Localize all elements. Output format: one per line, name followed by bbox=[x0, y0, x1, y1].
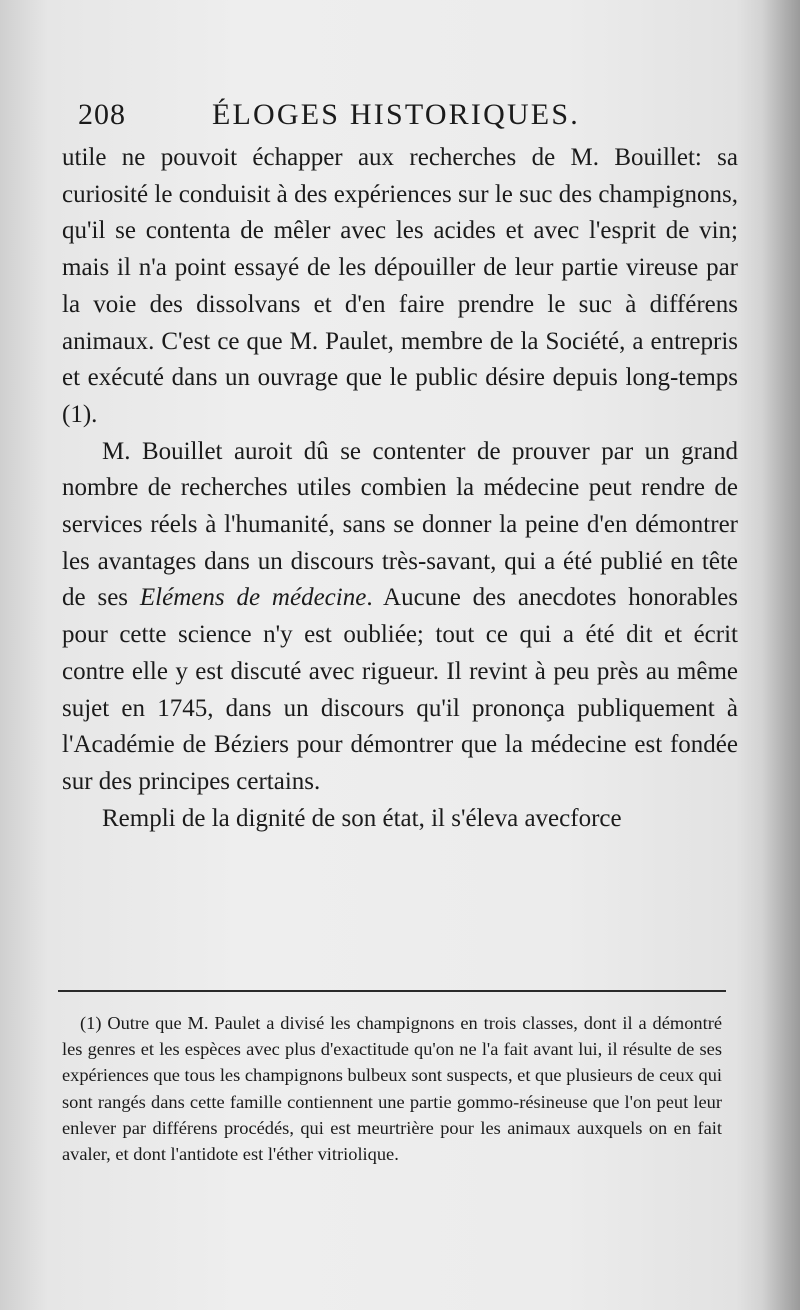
page-header bbox=[78, 98, 638, 138]
paragraph-2 bbox=[62, 434, 738, 801]
book-title-italic: Elémens de médecine bbox=[139, 584, 367, 612]
page-number: 208 bbox=[78, 98, 126, 131]
paragraph-1: utile ne pouvoit échapper aux recherches de M. Bouillet: sa curiosité le conduisit à des expériences sur le suc des champignons, qu'il se contenta de mêler avec les acides et avec l'esprit de vin; mais il n'a point essayé de les dépouiller de leur partie vireuse par la voie des dissolvans et d'en faire prendre le suc à différens animaux. C'est ce que M. Paulet, membre de la Société, a entrepris et exécuté dans un ouvrage que le public désire depuis long-temps (1). bbox=[62, 144, 738, 428]
footnote bbox=[62, 1010, 722, 1167]
footnote-text: (1) Outre que M. Paulet a divisé les champignons en trois classes, dont il a démontré les genres et les espèces avec plus d'exactitude qu'on ne l'a fait avant lui, il résulte de ses expériences que tous les champignons bulbeux sont suspects, et que plusieurs de ceux qui sont rangés dans cette famille contiennent une partie gommo-résineuse que l'on peut leur enlever par différens procédés, qui est meurtrière pour les animaux auxquels on en fait avaler, et dont l'antidote est l'éther vitriolique. bbox=[62, 1013, 722, 1165]
paragraph-2-text-start: M. Bouillet auroit dû se contenter de prouver par un grand nombre de recherches utiles combien la médecine peut rendre de services réels à l'humanité, sans se donner la peine d'en démontrer les avantages dans un discours très-savant, qui a été publié en tête de ses bbox=[62, 437, 738, 612]
running-title: ÉLOGES HISTORIQUES. bbox=[212, 98, 580, 131]
main-text bbox=[62, 140, 738, 837]
paragraph-2-text-end: . Aucune des anecdotes honorables pour cette science n'y est oubliée; tout ce qui a été dit et écrit contre elle y est discuté avec rigueur. Il revint à peu près au même sujet en 1745, dans un discours qu'il prononça publiquement à l'Académie de Béziers pour démontrer que la médecine est fondée sur des principes certains. bbox=[62, 584, 738, 795]
paragraph-3: Rempli de la dignité de son état, il s'éleva avecforce bbox=[102, 804, 622, 832]
footnote-rule bbox=[58, 990, 726, 992]
page-edge-shadow bbox=[762, 0, 800, 1310]
